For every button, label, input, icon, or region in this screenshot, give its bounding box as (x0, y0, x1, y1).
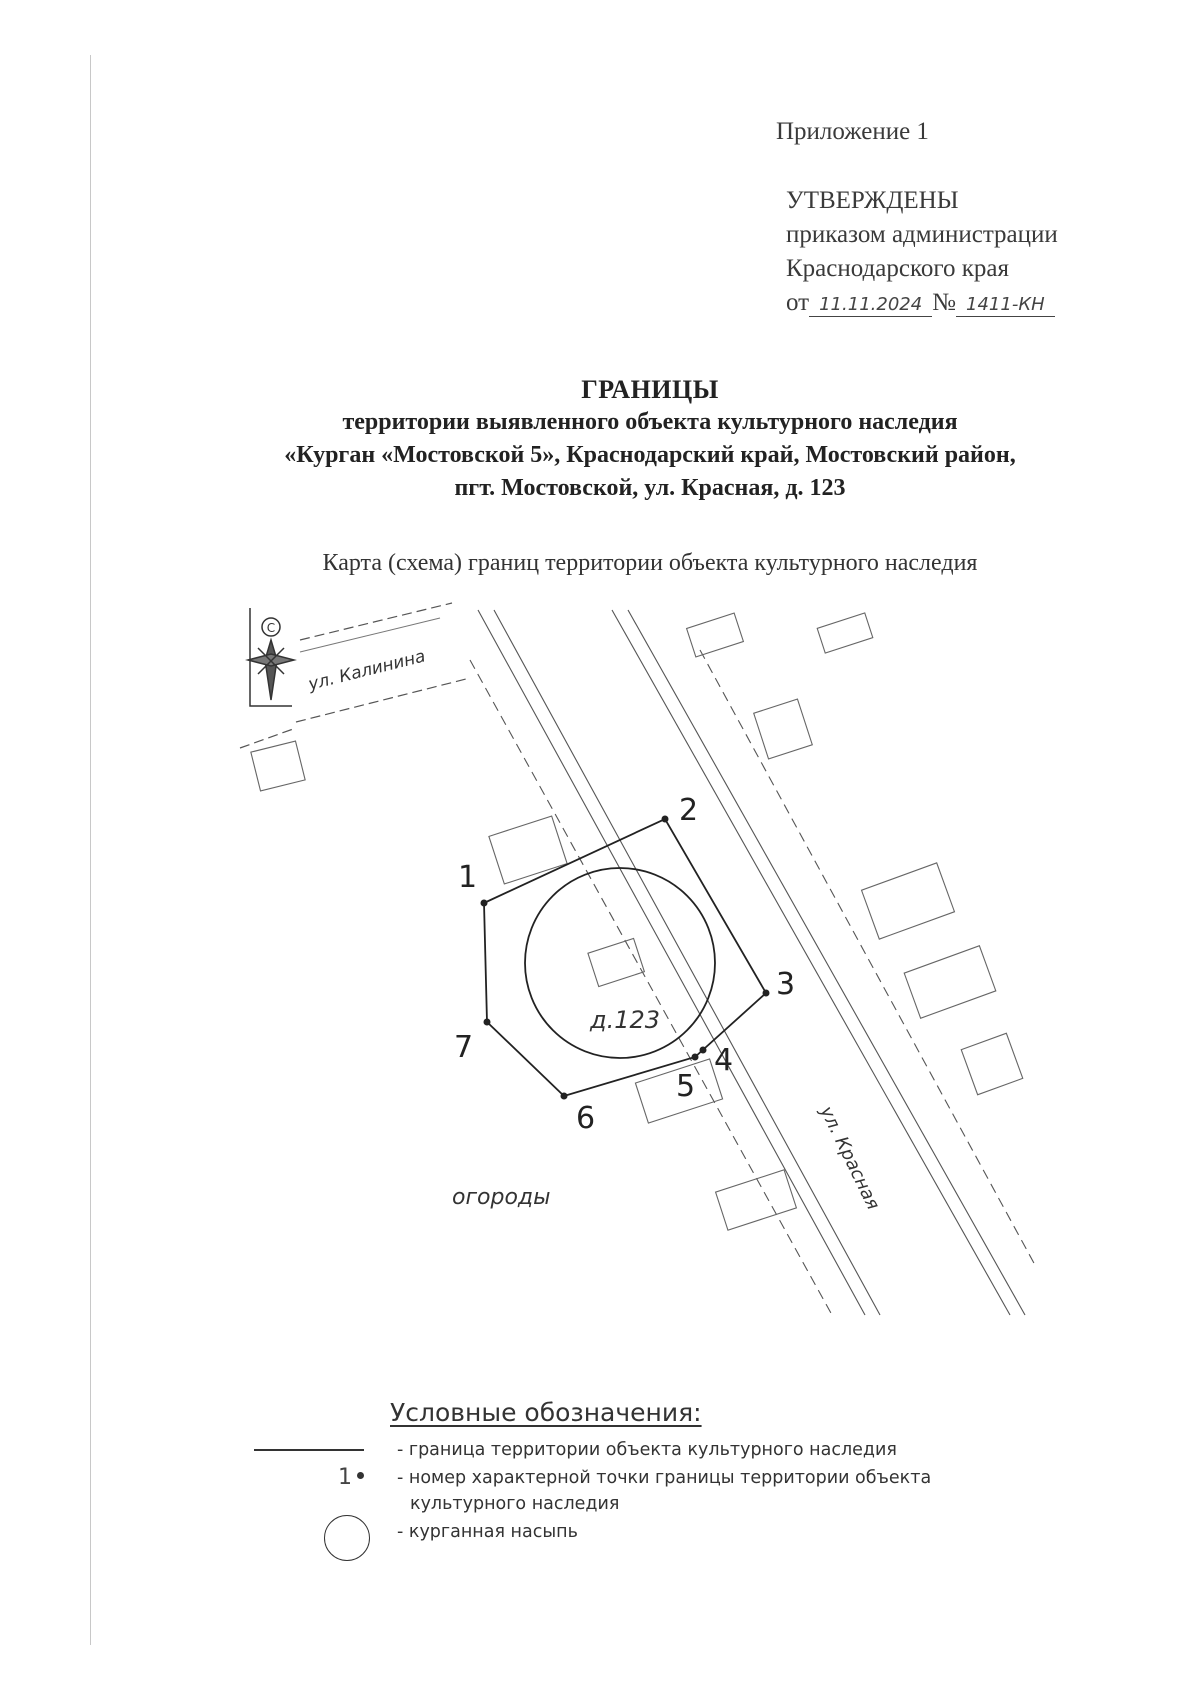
legend-point-number: 1 (338, 1465, 352, 1490)
legend-point-text-1: - номер характерной точки границы территории объекта (397, 1468, 932, 1488)
title-line-2: «Курган «Мостовской 5», Краснодарский край, Мостовский район, (284, 442, 1016, 468)
compass-letter: С (266, 621, 276, 635)
legend-boundary-symbol (254, 1449, 364, 1451)
legend-point-dot (357, 1472, 364, 1479)
legend-mound-symbol (324, 1515, 370, 1561)
legend-title: Условные обозначения: (390, 1398, 702, 1427)
legend-boundary-text: - граница территории объекта культурного наследия (397, 1440, 897, 1460)
compass-icon (248, 608, 294, 706)
approved-heading: УТВЕРЖДЕНЫ (786, 187, 959, 214)
handwritten-date: 11.11.2024 (809, 294, 932, 317)
approved-region: Краснодарского края (786, 255, 1009, 282)
street-label-krasnaya: ул. Красная (815, 1102, 884, 1214)
point-label-5: 5 (676, 1069, 696, 1104)
title-line-3: пгт. Мостовской, ул. Красная, д. 123 (454, 475, 846, 501)
point-label-3: 3 (776, 967, 796, 1002)
date-prefix: от (786, 289, 810, 316)
number-sign: № (932, 289, 957, 316)
point-label-7: 7 (454, 1030, 474, 1065)
house-label: д.123 (590, 1006, 661, 1034)
point-label-2: 2 (679, 793, 699, 828)
point-label-1: 1 (458, 860, 478, 895)
approved-by-order: приказом администрации (786, 221, 1058, 248)
legend-mound-text: - курганная насыпь (397, 1522, 578, 1542)
point-label-4: 4 (714, 1043, 734, 1078)
title-main: ГРАНИЦЫ (581, 375, 719, 404)
handwritten-number: 1411-КН (956, 294, 1055, 317)
legend-point-text-2: культурного наследия (410, 1494, 620, 1514)
point-label-6: 6 (576, 1101, 596, 1136)
street-label-kalinina: ул. Калинина (306, 646, 428, 695)
appendix-label: Приложение 1 (776, 118, 929, 145)
title-line-1: территории выявленного объекта культурного наследия (342, 409, 958, 435)
gardens-label: огороды (452, 1185, 551, 1210)
building-outlines (251, 613, 1023, 1230)
map-caption: Карта (схема) границ территории объекта культурного наследия (322, 550, 978, 576)
